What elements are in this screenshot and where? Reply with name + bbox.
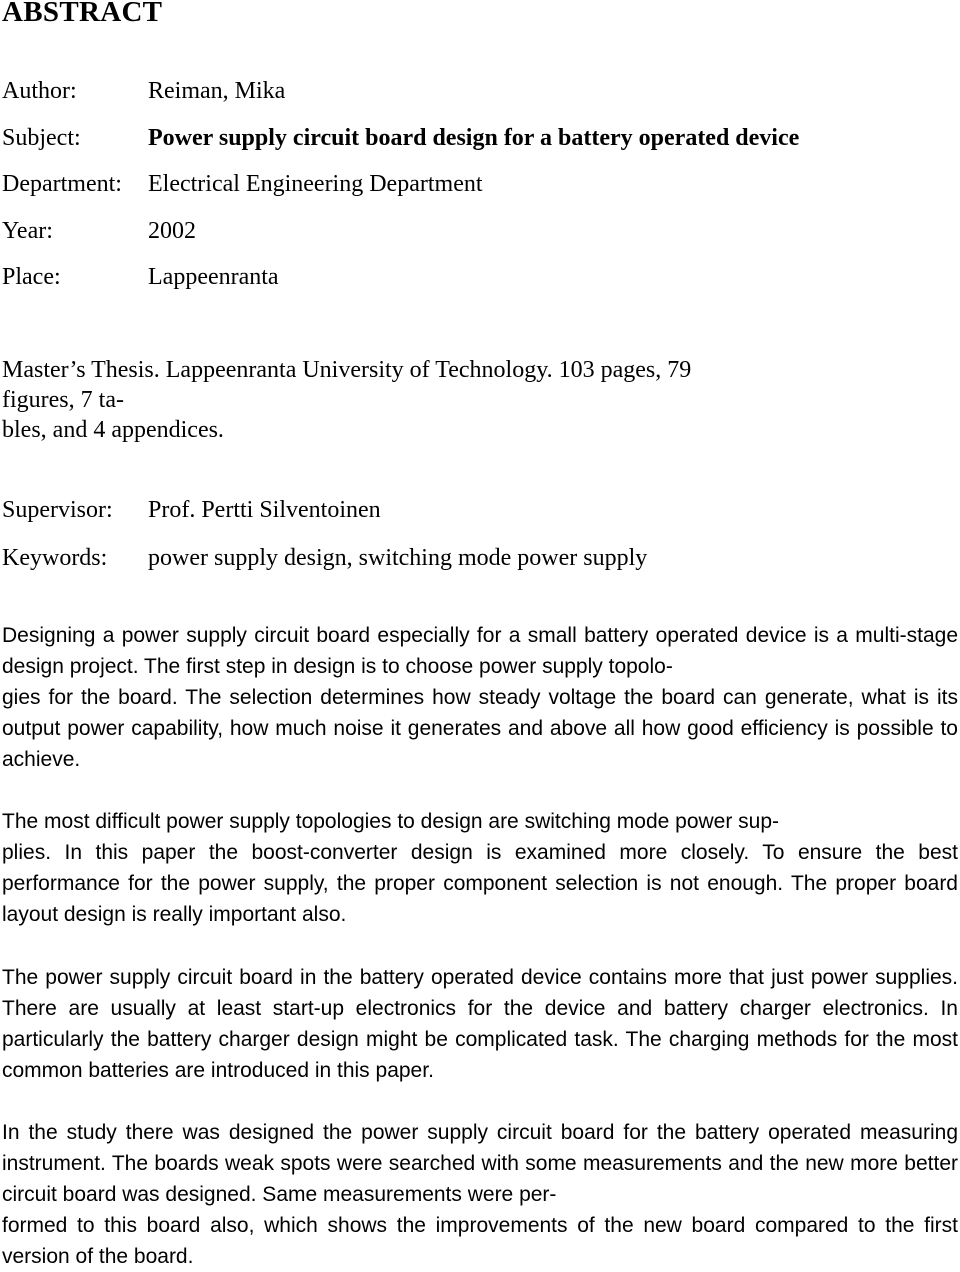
place-value: Lappeenranta bbox=[148, 264, 279, 290]
supervisor-value: Prof. Pertti Silventoinen bbox=[148, 497, 381, 523]
subject-label: Subject: bbox=[2, 125, 81, 151]
place-label: Place: bbox=[2, 264, 61, 290]
abstract-paragraph: In the study there was designed the power supply circuit board for the battery operated measuring instrument. The boards weak spots were searched with some measurements and the new more better circuit board was designed. Same measurements were per- formed to this board also, which shows the improvements of the new board compared to the first version of the board. bbox=[2, 1121, 958, 1268]
author-value: Reiman, Mika bbox=[148, 78, 286, 104]
abstract-heading: ABSTRACT bbox=[2, 0, 163, 28]
department-label: Department: bbox=[2, 171, 122, 197]
year-label: Year: bbox=[2, 218, 53, 244]
year-value: 2002 bbox=[148, 218, 196, 244]
supervisor-label: Supervisor: bbox=[2, 497, 113, 523]
abstract-paragraph: Designing a power supply circuit board especially for a small battery operated device is a multi-stage design project. The first step in design is to choose power supply topolo- gies for the board. The selection determines how steady voltage the board can generate, what is its output power capability, how much noise it generates and above all how good efficiency is possible to achieve. bbox=[2, 624, 958, 771]
keywords-value: power supply design, switching mode power supply bbox=[148, 545, 648, 571]
author-label: Author: bbox=[2, 78, 77, 104]
abstract-paragraph: The power supply circuit board in the battery operated device contains more that just power supplies. There are usually at least start-up electronics for the device and battery charger electronics. In particularly the battery charger design might be complicated task. The charging methods for the most common batteries are introduced in this paper. bbox=[2, 966, 958, 1082]
keywords-label: Keywords: bbox=[2, 545, 108, 571]
abstract-paragraph: The most difficult power supply topologies to design are switching mode power sup- plies. In this paper the boost-converter design is examined more closely. To ensure the best performance for the power supply, the proper component selection is not enough. The proper board layout design is really important also. bbox=[2, 810, 958, 926]
subject-value: Power supply circuit board design for a battery operated device bbox=[148, 125, 800, 151]
thesis-summary: Master’s Thesis. Lappeenranta University of Technology. 103 pages, 79 figures, 7 ta- bles, and 4 appendices. bbox=[2, 357, 692, 443]
department-value: Electrical Engineering Department bbox=[148, 171, 483, 197]
